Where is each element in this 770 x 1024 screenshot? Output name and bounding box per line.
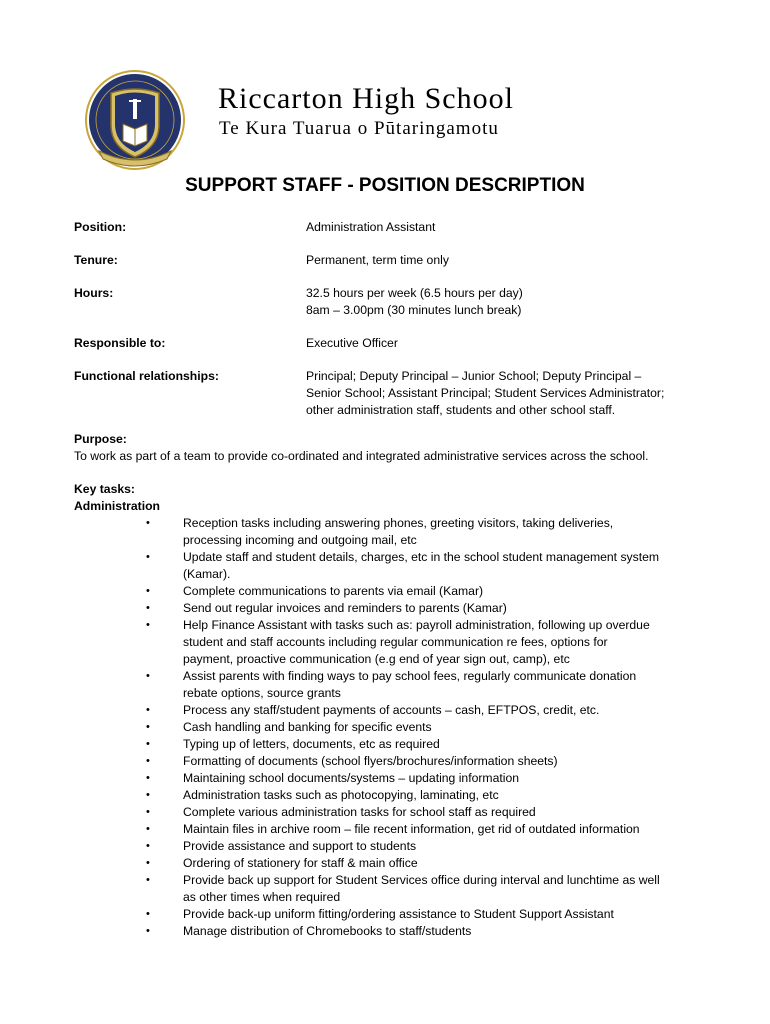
list-item [74, 549, 714, 583]
bullet-icon: • [146, 908, 150, 920]
list-item-line: Ordering of stationery for staff & main office [183, 856, 418, 870]
field-value-line: other administration staff, students and other school staff. [306, 403, 616, 417]
key-tasks-heading: Key tasks: [74, 482, 135, 496]
field-tenure [74, 252, 714, 269]
list-item [74, 872, 714, 906]
bullet-icon: • [146, 857, 150, 869]
list-item-line: Update staff and student details, charges, etc in the school student management system [183, 550, 660, 564]
field-label: Responsible to: [74, 336, 166, 350]
list-item-line: Maintaining school documents/systems – updating information [183, 771, 520, 785]
list-item-line: Reception tasks including answering phones, greeting visitors, taking deliveries, [183, 516, 614, 530]
list-item [74, 753, 714, 770]
list-item-line: Provide assistance and support to students [183, 839, 417, 853]
bullet-icon: • [146, 704, 150, 716]
bullet-icon: • [146, 840, 150, 852]
list-item [74, 770, 714, 787]
field-value-line: Administration Assistant [306, 220, 436, 234]
bullet-icon: • [146, 551, 150, 563]
bullet-icon: • [146, 755, 150, 767]
field-value [306, 335, 714, 352]
purpose-heading: Purpose: [74, 432, 127, 446]
field-value-line: Senior School; Assistant Principal; Student Services Administrator; [306, 386, 665, 400]
bullet-icon: • [146, 806, 150, 818]
list-item [74, 787, 714, 804]
list-item [74, 906, 714, 923]
bullet-icon: • [146, 585, 150, 597]
field-value-line: Executive Officer [306, 336, 398, 350]
list-item-line: Typing up of letters, documents, etc as required [183, 737, 440, 751]
field-label: Hours: [74, 286, 114, 300]
list-item-line: Send out regular invoices and reminders to parents (Kamar) [183, 601, 507, 615]
field-responsible-to [74, 335, 714, 352]
list-item [74, 515, 714, 549]
list-item [74, 668, 714, 702]
document-body [74, 431, 714, 940]
list-item [74, 719, 714, 736]
key-tasks-list [74, 515, 714, 940]
list-item [74, 821, 714, 838]
list-item-line: Administration tasks such as photocopying, laminating, etc [183, 788, 499, 802]
school-subname: Te Kura Tuarua o Pūtaringamotu [219, 118, 499, 139]
list-item-line: Complete various administration tasks for school staff as required [183, 805, 536, 819]
list-item-line: Provide back up support for Student Services office during interval and lunchtime as well [183, 873, 660, 887]
list-item-line: Process any staff/student payments of accounts – cash, EFTPOS, credit, etc. [183, 703, 600, 717]
field-hours [74, 285, 714, 319]
list-item-line: payment, proactive communication (e.g end of year sign out, camp), etc [183, 652, 570, 666]
field-label: Position: [74, 220, 127, 234]
school-name: Riccarton High School [218, 82, 514, 115]
list-item [74, 702, 714, 719]
field-value [306, 285, 714, 319]
position-fields [74, 219, 714, 435]
field-value-line: 8am – 3.00pm (30 minutes lunch break) [306, 303, 522, 317]
bullet-icon: • [146, 738, 150, 750]
list-item [74, 838, 714, 855]
bullet-icon: • [146, 789, 150, 801]
bullet-icon: • [146, 772, 150, 784]
list-item-line: student and staff accounts including regular communication re fees, options for [183, 635, 608, 649]
list-item-line: rebate options, source grants [183, 686, 341, 700]
field-position [74, 219, 714, 236]
bullet-icon: • [146, 670, 150, 682]
list-item [74, 617, 714, 668]
school-crest-logo [85, 69, 185, 174]
school-crest-icon [85, 69, 185, 174]
field-value-line: Permanent, term time only [306, 253, 449, 267]
list-item-line: processing incoming and outgoing mail, etc [183, 533, 417, 547]
list-item-line: Assist parents with finding ways to pay school fees, regularly communicate donation [183, 669, 637, 683]
list-item-line: Provide back-up uniform fitting/ordering assistance to Student Support Assistant [183, 907, 614, 921]
field-label: Tenure: [74, 253, 118, 267]
list-item-line: Cash handling and banking for specific events [183, 720, 432, 734]
administration-subheading: Administration [74, 499, 160, 513]
list-item [74, 855, 714, 872]
list-item [74, 600, 714, 617]
bullet-icon: • [146, 823, 150, 835]
list-item-line: Complete communications to parents via email (Kamar) [183, 584, 484, 598]
field-value-line: 32.5 hours per week (6.5 hours per day) [306, 286, 523, 300]
bullet-icon: • [146, 721, 150, 733]
field-value [306, 252, 714, 269]
list-item [74, 923, 714, 940]
field-functional-relationships [74, 368, 714, 419]
list-item [74, 804, 714, 821]
list-item-line: (Kamar). [183, 567, 231, 581]
bullet-icon: • [146, 925, 150, 937]
field-value [306, 219, 714, 236]
list-item-line: Manage distribution of Chromebooks to staff/students [183, 924, 472, 938]
bullet-icon: • [146, 517, 150, 529]
list-item [74, 736, 714, 753]
field-label: Functional relationships: [74, 369, 219, 383]
field-value [306, 368, 714, 419]
bullet-icon: • [146, 602, 150, 614]
list-item-line: Help Finance Assistant with tasks such as: payroll administration, following up overdue [183, 618, 650, 632]
list-item-line: Formatting of documents (school flyers/brochures/information sheets) [183, 754, 558, 768]
list-item-line: as other times when required [183, 890, 341, 904]
field-value-line: Principal; Deputy Principal – Junior School; Deputy Principal – [306, 369, 642, 383]
bullet-icon: • [146, 619, 150, 631]
purpose-text: To work as part of a team to provide co-ordinated and integrated administrative services across the school. [74, 449, 649, 463]
bullet-icon: • [146, 874, 150, 886]
list-item [74, 583, 714, 600]
document-title: SUPPORT STAFF - POSITION DESCRIPTION [185, 175, 585, 196]
list-item-line: Maintain files in archive room – file recent information, get rid of outdated information [183, 822, 640, 836]
